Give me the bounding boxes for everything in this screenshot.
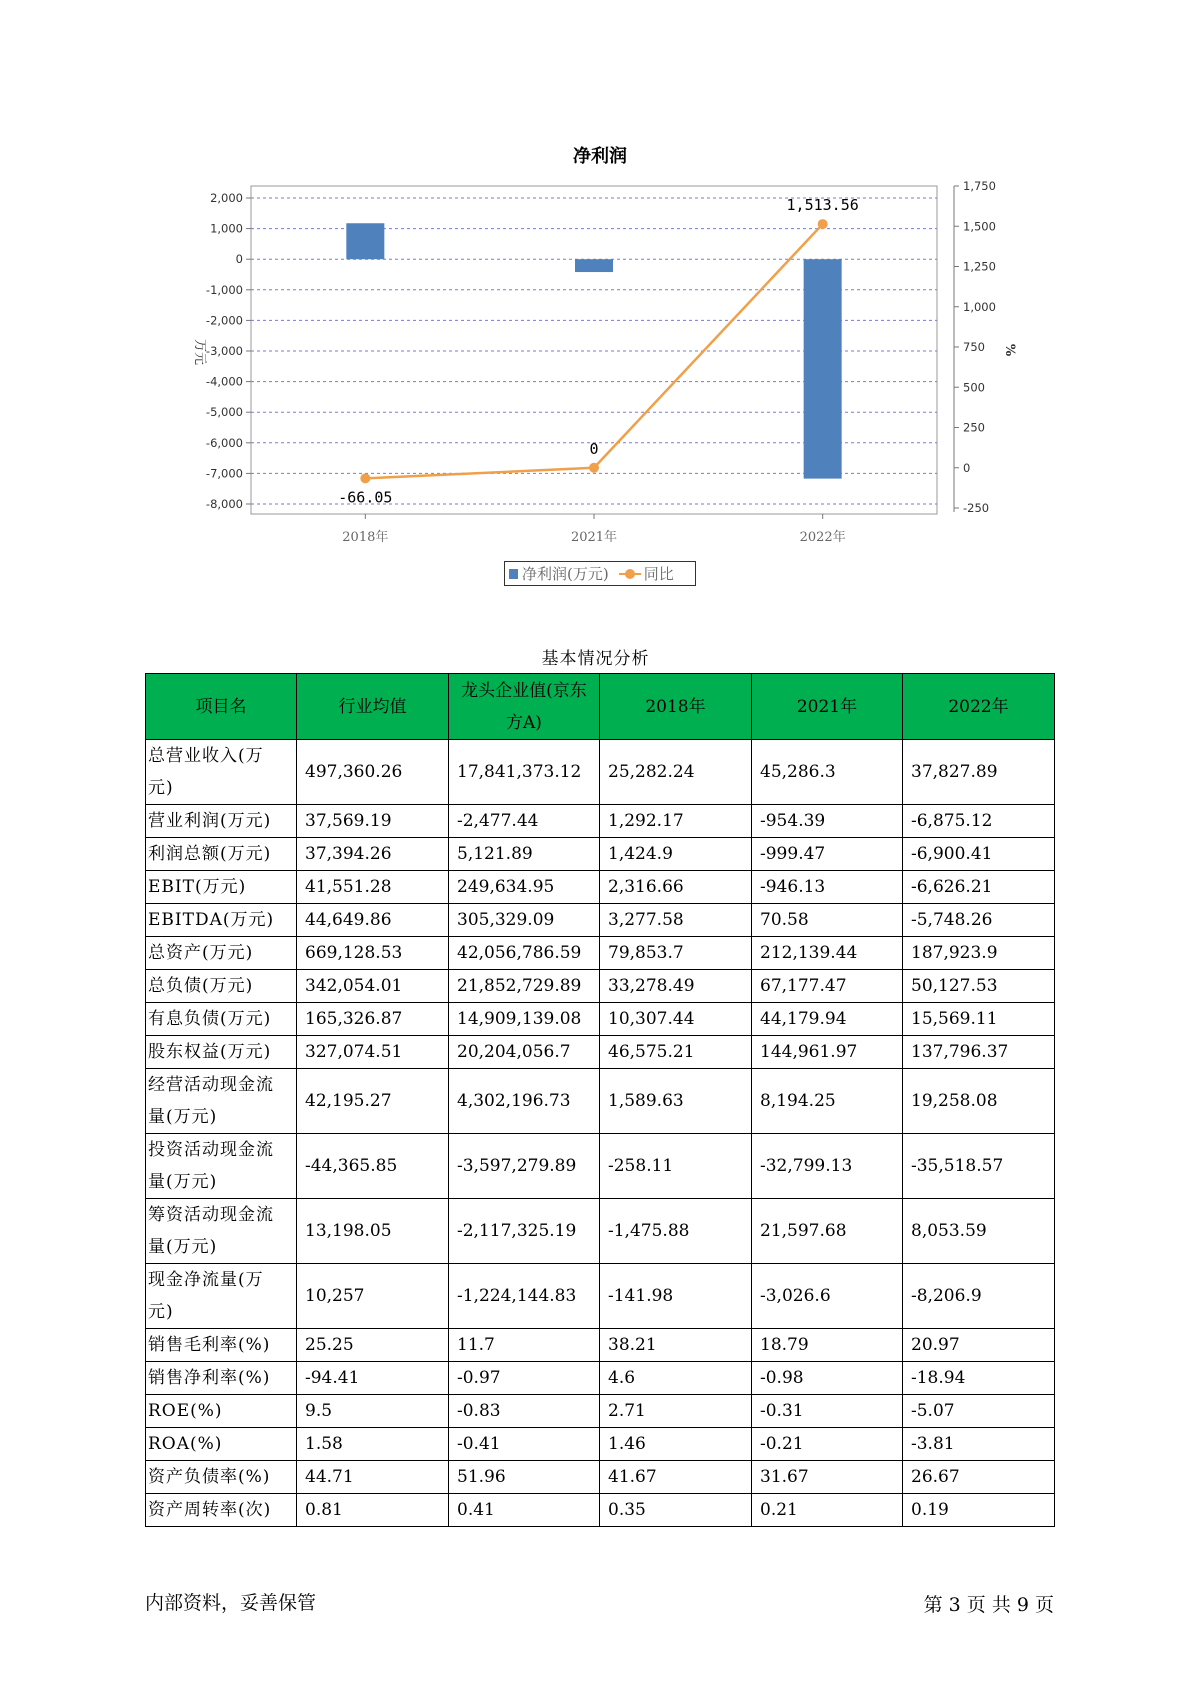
left-tick-label: -1,000	[205, 282, 243, 297]
table-cell: 1,424.9	[600, 838, 752, 871]
table-row	[146, 1069, 1055, 1134]
x-tick-label: 2021年	[570, 530, 618, 545]
header-2022: 2022年	[903, 674, 1055, 740]
data-label-yoy: 1,513.56	[786, 196, 859, 215]
bar-net-profit	[346, 223, 384, 259]
table-header-row	[146, 674, 1055, 740]
left-tick-label: 0	[235, 252, 243, 267]
table-cell: 19,258.08	[903, 1069, 1055, 1134]
point-yoy	[818, 219, 828, 229]
table-cell: 2,316.66	[600, 871, 752, 904]
right-tick-label: 500	[963, 380, 985, 395]
footer-confidential-note: 内部资料，妥善保管	[145, 1592, 317, 1614]
table-cell: -8,206.9	[903, 1264, 1055, 1329]
table-row	[146, 937, 1055, 970]
header-industry-avg: 行业均值	[297, 674, 449, 740]
table-cell: 187,923.9	[903, 937, 1055, 970]
table-cell: -258.11	[600, 1134, 752, 1199]
table-cell: -18.94	[903, 1362, 1055, 1395]
table-cell: 669,128.53	[297, 937, 449, 970]
table-row	[146, 904, 1055, 937]
table-cell: 10,257	[297, 1264, 449, 1329]
table-cell: 0.19	[903, 1494, 1055, 1527]
row-item-name: ROA(%)	[146, 1428, 297, 1461]
table-cell: 1.46	[600, 1428, 752, 1461]
table-cell: 249,634.95	[449, 871, 600, 904]
table-cell: -0.41	[449, 1428, 600, 1461]
right-tick-label: 250	[963, 420, 985, 435]
row-item-name: ROE(%)	[146, 1395, 297, 1428]
table-row	[146, 1036, 1055, 1069]
table-cell: 70.58	[752, 904, 903, 937]
table-cell: -2,117,325.19	[449, 1199, 600, 1264]
right-tick-label: 1,250	[963, 259, 996, 274]
x-tick-label: 2018年	[342, 530, 389, 545]
table-cell: -1,475.88	[600, 1199, 752, 1264]
table-cell: 9.5	[297, 1395, 449, 1428]
left-tick-label: -2,000	[205, 313, 243, 328]
left-tick-label: -4,000	[205, 374, 243, 389]
table-cell: 44,649.86	[297, 904, 449, 937]
table-cell: 497,360.26	[297, 740, 449, 805]
table-cell: -946.13	[752, 871, 903, 904]
row-item-name: 资产负债率(%)	[146, 1461, 297, 1494]
right-tick-label: -250	[963, 501, 990, 515]
table-cell: -5,748.26	[903, 904, 1055, 937]
table-title: 基本情况分析	[541, 649, 650, 669]
y-axis-label: 万元	[192, 338, 207, 366]
table-cell: 144,961.97	[752, 1036, 903, 1069]
bar-net-profit	[804, 259, 842, 478]
table-cell: 15,569.11	[903, 1003, 1055, 1036]
table-cell: 18.79	[752, 1329, 903, 1362]
table-cell: 46,575.21	[600, 1036, 752, 1069]
point-yoy	[360, 473, 370, 483]
row-item-name: 总营业收入(万元)	[146, 740, 297, 805]
table-cell: 42,195.27	[297, 1069, 449, 1134]
bar-net-profit	[575, 259, 613, 272]
table-row	[146, 1461, 1055, 1494]
table-cell: 37,569.19	[297, 805, 449, 838]
table-cell: -5.07	[903, 1395, 1055, 1428]
table-cell: 41.67	[600, 1461, 752, 1494]
right-tick-label: 1,500	[963, 219, 996, 234]
table-cell: 79,853.7	[600, 937, 752, 970]
legend-swatch-yoy	[619, 568, 641, 580]
footer-page-number: 第 3 页 共 9 页	[923, 1594, 1054, 1616]
table-cell: -3.81	[903, 1428, 1055, 1461]
row-item-name: 资产周转率(次)	[146, 1494, 297, 1527]
table-cell: 1,292.17	[600, 805, 752, 838]
table-cell: 8,053.59	[903, 1199, 1055, 1264]
row-item-name: 股东权益(万元)	[146, 1036, 297, 1069]
row-item-name: 有息负债(万元)	[146, 1003, 297, 1036]
table-cell: 305,329.09	[449, 904, 600, 937]
table-row	[146, 805, 1055, 838]
table-cell: 11.7	[449, 1329, 600, 1362]
table-cell: 327,074.51	[297, 1036, 449, 1069]
table-cell: -954.39	[752, 805, 903, 838]
table-row	[146, 970, 1055, 1003]
table-cell: -94.41	[297, 1362, 449, 1395]
table-row	[146, 1003, 1055, 1036]
right-tick-label: 1,000	[963, 299, 996, 314]
table-cell: 26.67	[903, 1461, 1055, 1494]
table-cell: 51.96	[449, 1461, 600, 1494]
table-cell: 4,302,196.73	[449, 1069, 600, 1134]
table-cell: 45,286.3	[752, 740, 903, 805]
left-tick-label: -6,000	[205, 435, 243, 450]
row-item-name: 营业利润(万元)	[146, 805, 297, 838]
table-cell: -6,875.12	[903, 805, 1055, 838]
right-tick-label: 750	[963, 340, 985, 354]
table-cell: 67,177.47	[752, 970, 903, 1003]
row-item-name: 销售毛利率(%)	[146, 1329, 297, 1362]
table-cell: 5,121.89	[449, 838, 600, 871]
table-cell: -0.31	[752, 1395, 903, 1428]
table-cell: -999.47	[752, 838, 903, 871]
table-cell: 1.58	[297, 1428, 449, 1461]
table-row	[146, 1329, 1055, 1362]
header-leader-value: 龙头企业值(京东方A)	[449, 674, 600, 740]
data-label-yoy: 0	[589, 439, 599, 458]
net-profit-chart	[0, 0, 1191, 600]
table-cell: 20,204,056.7	[449, 1036, 600, 1069]
row-item-name: EBITDA(万元)	[146, 904, 297, 937]
row-item-name: EBIT(万元)	[146, 871, 297, 904]
table-cell: 21,597.68	[752, 1199, 903, 1264]
table-cell: -0.83	[449, 1395, 600, 1428]
table-cell: -6,900.41	[903, 838, 1055, 871]
table-cell: -0.21	[752, 1428, 903, 1461]
table-row	[146, 1428, 1055, 1461]
row-item-name: 销售净利率(%)	[146, 1362, 297, 1395]
table-cell: 13,198.05	[297, 1199, 449, 1264]
left-tick-label: -3,000	[205, 344, 243, 358]
table-cell: 10,307.44	[600, 1003, 752, 1036]
table-cell: 25,282.24	[600, 740, 752, 805]
header-item-name: 项目名	[146, 674, 297, 740]
table-cell: 31.67	[752, 1461, 903, 1494]
table-row	[146, 740, 1055, 805]
table-cell: 4.6	[600, 1362, 752, 1395]
table-row	[146, 1494, 1055, 1527]
table-cell: -6,626.21	[903, 871, 1055, 904]
table-cell: 37,394.26	[297, 838, 449, 871]
table-cell: -35,518.57	[903, 1134, 1055, 1199]
row-item-name: 现金净流量(万元)	[146, 1264, 297, 1329]
table-cell: -32,799.13	[752, 1134, 903, 1199]
row-item-name: 总资产(万元)	[146, 937, 297, 970]
table-cell: 50,127.53	[903, 970, 1055, 1003]
table-cell: -3,026.6	[752, 1264, 903, 1329]
header-2018: 2018年	[600, 674, 752, 740]
table-cell: -44,365.85	[297, 1134, 449, 1199]
left-tick-label: -7,000	[205, 466, 243, 481]
table-cell: 44.71	[297, 1461, 449, 1494]
table-cell: 0.41	[449, 1494, 600, 1527]
y2-axis-label: %	[1002, 343, 1017, 357]
legend-label-net-profit: 净利润(万元)	[522, 565, 609, 583]
table-cell: 8,194.25	[752, 1069, 903, 1134]
table-row	[146, 1199, 1055, 1264]
table-cell: 342,054.01	[297, 970, 449, 1003]
table-row	[146, 1395, 1055, 1428]
row-item-name: 经营活动现金流量(万元)	[146, 1069, 297, 1134]
left-tick-label: -5,000	[205, 405, 243, 420]
table-cell: 212,139.44	[752, 937, 903, 970]
table-cell: 37,827.89	[903, 740, 1055, 805]
legend-label-yoy: 同比	[643, 565, 674, 583]
table-cell: 0.35	[600, 1494, 752, 1527]
right-tick-label: 1,750	[963, 179, 996, 193]
row-item-name: 利润总额(万元)	[146, 838, 297, 871]
table-cell: 25.25	[297, 1329, 449, 1362]
row-item-name: 总负债(万元)	[146, 970, 297, 1003]
left-tick-label: -8,000	[205, 497, 243, 511]
left-tick-label: 2,000	[210, 191, 243, 205]
data-label-yoy: -66.05	[338, 488, 393, 507]
row-item-name: 投资活动现金流量(万元)	[146, 1134, 297, 1199]
table-cell: -1,224,144.83	[449, 1264, 600, 1329]
table-cell: 137,796.37	[903, 1036, 1055, 1069]
chart-legend	[504, 561, 696, 586]
table-cell: 17,841,373.12	[449, 740, 600, 805]
chart-canvas	[0, 0, 1191, 560]
x-tick-label: 2022年	[799, 530, 846, 545]
table-cell: 14,909,139.08	[449, 1003, 600, 1036]
table-cell: 20.97	[903, 1329, 1055, 1362]
table-row	[146, 871, 1055, 904]
basic-analysis-table	[145, 673, 1055, 1527]
table-row	[146, 838, 1055, 871]
chart-title: 净利润	[573, 146, 627, 167]
header-2021: 2021年	[752, 674, 903, 740]
table-cell: 38.21	[600, 1329, 752, 1362]
table-cell: 0.81	[297, 1494, 449, 1527]
table-cell: -0.98	[752, 1362, 903, 1395]
table-cell: -0.97	[449, 1362, 600, 1395]
table-cell: -141.98	[600, 1264, 752, 1329]
table-cell: 21,852,729.89	[449, 970, 600, 1003]
table-row	[146, 1362, 1055, 1395]
table-row	[146, 1134, 1055, 1199]
table-cell: -2,477.44	[449, 805, 600, 838]
point-yoy	[589, 463, 599, 473]
table-cell: 0.21	[752, 1494, 903, 1527]
table-row	[146, 1264, 1055, 1329]
right-tick-label: 0	[963, 460, 971, 475]
table-cell: 41,551.28	[297, 871, 449, 904]
row-item-name: 筹资活动现金流量(万元)	[146, 1199, 297, 1264]
table-cell: 42,056,786.59	[449, 937, 600, 970]
table-cell: 165,326.87	[297, 1003, 449, 1036]
table-cell: 33,278.49	[600, 970, 752, 1003]
table-cell: 2.71	[600, 1395, 752, 1428]
table-cell: 44,179.94	[752, 1003, 903, 1036]
left-tick-label: 1,000	[210, 221, 243, 236]
legend-swatch-net-profit	[509, 569, 518, 579]
table-cell: 3,277.58	[600, 904, 752, 937]
table-cell: -3,597,279.89	[449, 1134, 600, 1199]
table-cell: 1,589.63	[600, 1069, 752, 1134]
